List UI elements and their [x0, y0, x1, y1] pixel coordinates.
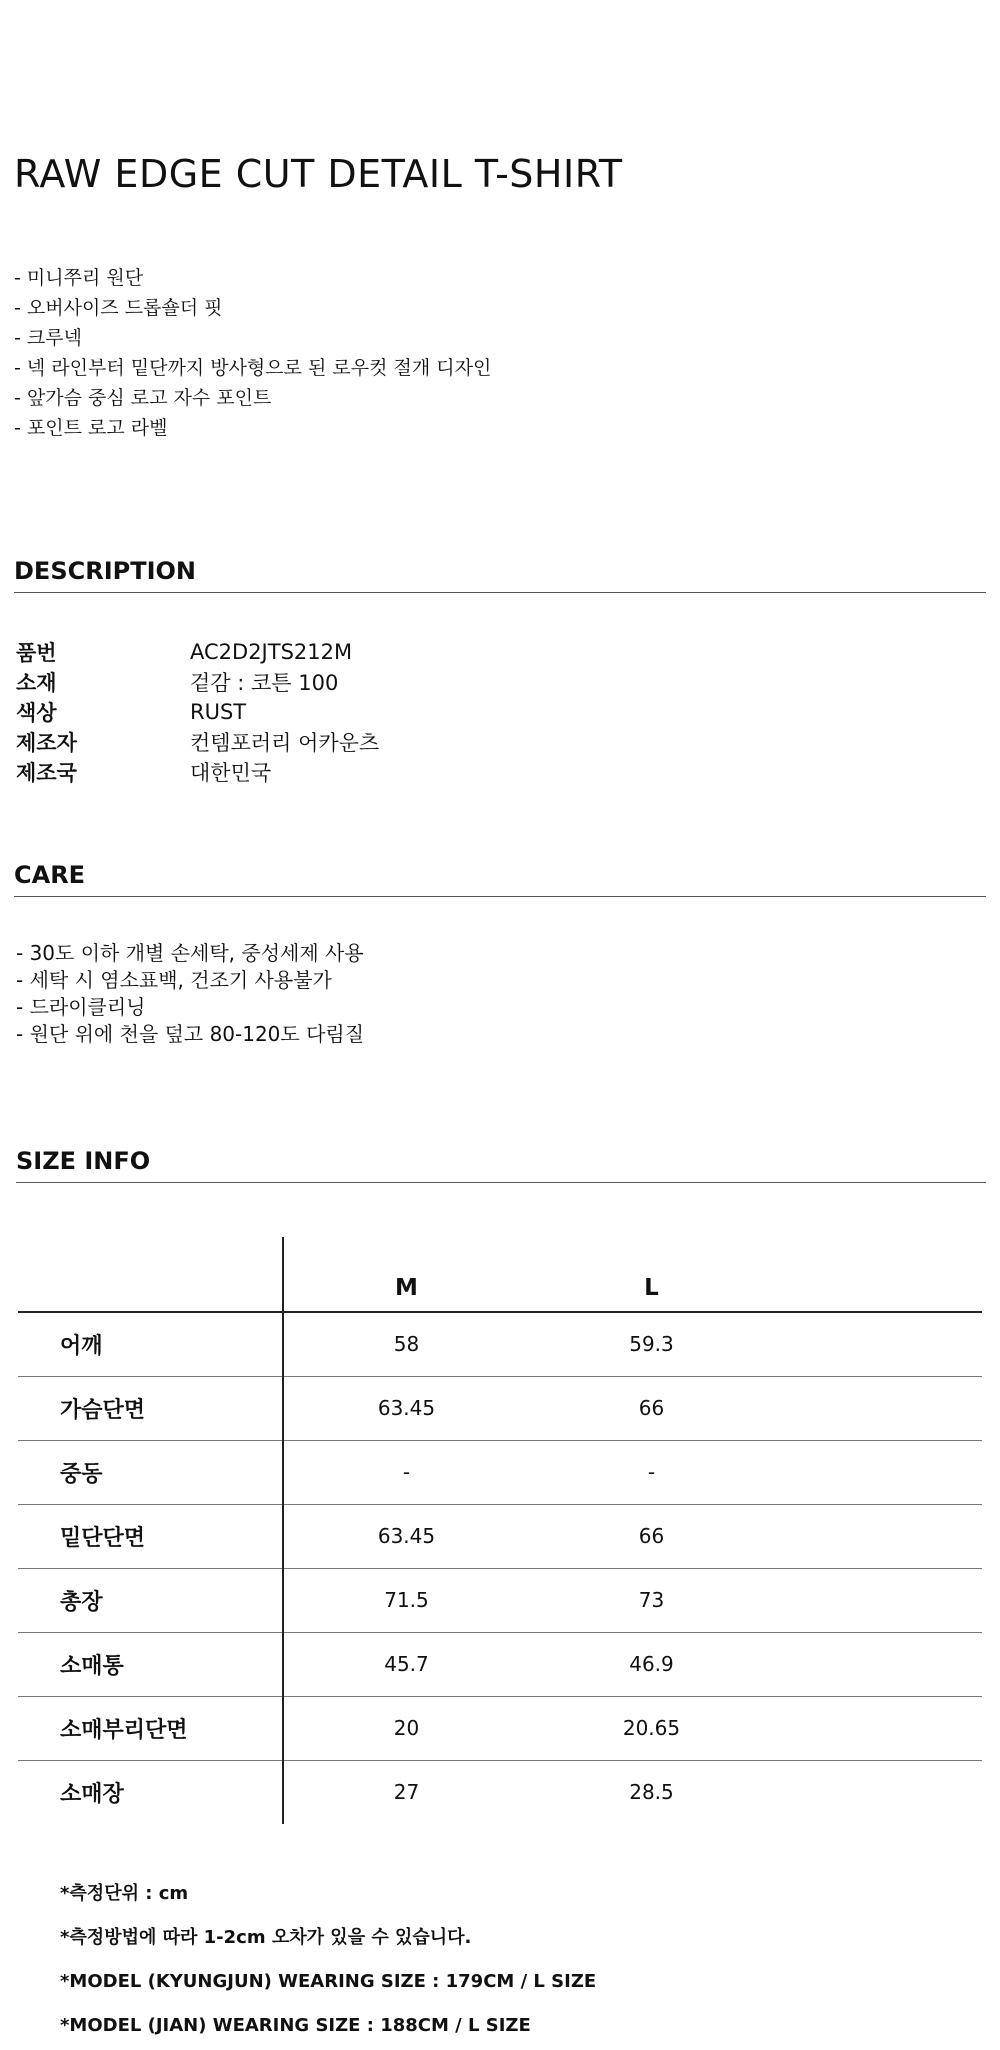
size-row-label: 밑단단면	[18, 1504, 283, 1568]
size-row	[18, 1376, 982, 1440]
care-heading: CARE	[14, 861, 986, 897]
size-value-m: 63.45	[283, 1504, 529, 1568]
description-value: 컨템포러리 어카운츠	[190, 731, 380, 755]
size-table-container	[18, 1237, 982, 1824]
size-row	[18, 1504, 982, 1568]
size-row-spacer	[774, 1376, 982, 1440]
size-row-label: 소매통	[18, 1632, 283, 1696]
size-note: *측정방법에 따라 1-2cm 오차가 있을 수 있습니다.	[60, 1927, 472, 1948]
size-value-l: 73	[529, 1568, 774, 1632]
description-value: AC2D2JTS212M	[190, 640, 353, 664]
size-value-m: 58	[393, 1332, 420, 1357]
size-value-m: -	[283, 1440, 529, 1504]
description-heading: DESCRIPTION	[14, 557, 986, 593]
size-value-l: 59.3	[629, 1332, 674, 1357]
size-note: *MODEL (KYUNGJUN) WEARING SIZE : 179CM / L SIZE	[60, 1971, 597, 1992]
size-row	[18, 1696, 982, 1760]
size-header-corner	[18, 1237, 283, 1312]
size-row	[18, 1568, 982, 1632]
description-row	[16, 667, 379, 697]
size-value-l: 66	[529, 1376, 774, 1440]
description-key: 품번	[16, 641, 57, 665]
size-value-l: -	[529, 1440, 774, 1504]
product-title: RAW EDGE CUT DETAIL T-SHIRT	[14, 152, 623, 196]
size-value-m: 71.5	[283, 1568, 529, 1632]
description-value: RUST	[190, 700, 247, 724]
size-row	[18, 1632, 982, 1696]
size-row-label: 가슴단면	[18, 1376, 283, 1440]
size-row	[18, 1440, 982, 1504]
size-row-spacer	[774, 1504, 982, 1568]
size-row	[18, 1312, 982, 1376]
description-row	[16, 637, 379, 667]
size-value-l: 20.65	[529, 1696, 774, 1760]
size-row-label: 총장	[18, 1568, 283, 1632]
size-info-heading: SIZE INFO	[16, 1147, 986, 1183]
size-notes	[60, 1872, 596, 2048]
size-value-m: 63.45	[283, 1376, 529, 1440]
size-row-spacer	[774, 1312, 982, 1376]
size-column-m: M	[283, 1237, 529, 1312]
size-header-row	[18, 1237, 982, 1312]
size-note: *MODEL (JIAN) WEARING SIZE : 188CM / L SIZE	[60, 2015, 531, 2036]
care-item: - 세탁 시 염소표백, 건조기 사용불가	[16, 968, 332, 992]
description-value: 대한민국	[190, 761, 272, 785]
care-list	[16, 940, 364, 1048]
description-key: 색상	[16, 701, 57, 725]
size-column-l: L	[529, 1237, 774, 1312]
care-item: - 원단 위에 천을 덮고 80-120도 다림질	[16, 1022, 365, 1046]
care-item: - 드라이클리닝	[16, 995, 146, 1019]
description-key: 소재	[16, 671, 57, 695]
description-row	[16, 697, 379, 727]
size-value-l: 28.5	[529, 1760, 774, 1824]
size-row-label: 중동	[18, 1440, 283, 1504]
size-value-m: 45.7	[283, 1632, 529, 1696]
size-row-spacer	[774, 1760, 982, 1824]
size-value-m: 27	[283, 1760, 529, 1824]
description-table	[16, 637, 379, 787]
description-key: 제조국	[16, 761, 77, 785]
description-row	[16, 757, 379, 787]
description-row	[16, 727, 379, 757]
size-value-l: 46.9	[529, 1632, 774, 1696]
size-row	[18, 1760, 982, 1824]
size-row-label: 소매장	[18, 1760, 283, 1824]
description-value: 겉감 : 코튼 100	[190, 671, 339, 695]
size-note: *측정단위 : cm	[60, 1883, 189, 1904]
size-row-spacer	[774, 1696, 982, 1760]
size-row-spacer	[774, 1440, 982, 1504]
feature-item: - 앞가슴 중심 로고 자수 포인트	[14, 387, 272, 409]
size-row-label: 소매부리단면	[18, 1696, 283, 1760]
feature-item: - 넥 라인부터 밑단까지 방사형으로 된 로우컷 절개 디자인	[14, 357, 492, 379]
feature-list	[14, 263, 491, 443]
size-row-spacer	[774, 1568, 982, 1632]
size-value-m: 20	[283, 1696, 529, 1760]
size-value-l: 66	[529, 1504, 774, 1568]
feature-item: - 오버사이즈 드롭숄더 핏	[14, 297, 223, 319]
feature-item: - 크루넥	[14, 327, 82, 349]
feature-item: - 미니쭈리 원단	[14, 267, 144, 289]
care-item: - 30도 이하 개별 손세탁, 중성세제 사용	[16, 941, 364, 965]
size-row-label: 어깨	[18, 1312, 283, 1376]
description-key: 제조자	[16, 731, 77, 755]
feature-item: - 포인트 로고 라벨	[14, 417, 168, 439]
size-table	[18, 1237, 982, 1824]
size-header-spacer	[774, 1237, 982, 1312]
size-row-spacer	[774, 1632, 982, 1696]
